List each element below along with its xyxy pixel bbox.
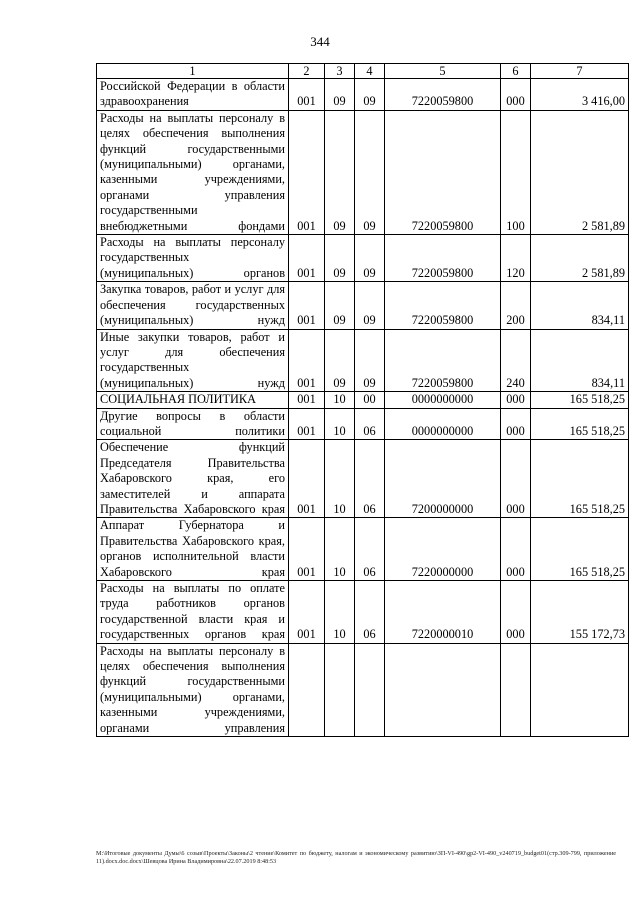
code-cell: 06 bbox=[355, 440, 385, 518]
amount-cell bbox=[531, 643, 629, 736]
code-cell: 000 bbox=[501, 581, 531, 644]
row-name-cell: Расходы на выплаты персоналу в целях обеспечения выполнения функций государственными (муниципальными) органами, казенными учреждениями, органами управления bbox=[97, 643, 289, 736]
column-header: 1 bbox=[97, 64, 289, 79]
table-row bbox=[97, 392, 629, 408]
table-row bbox=[97, 79, 629, 111]
code-cell: 09 bbox=[355, 282, 385, 329]
code-cell: 000 bbox=[501, 392, 531, 408]
column-header: 6 bbox=[501, 64, 531, 79]
code-cell: 10 bbox=[325, 408, 355, 440]
table-row bbox=[97, 518, 629, 581]
code-cell: 00 bbox=[355, 392, 385, 408]
code-cell: 09 bbox=[325, 79, 355, 111]
code-cell: 09 bbox=[355, 329, 385, 392]
code-cell: 09 bbox=[355, 235, 385, 282]
column-header: 2 bbox=[289, 64, 325, 79]
header-row bbox=[97, 64, 629, 79]
page-number: 344 bbox=[310, 34, 330, 49]
code-cell: 001 bbox=[289, 392, 325, 408]
code-cell: 000 bbox=[501, 440, 531, 518]
code-cell: 001 bbox=[289, 581, 325, 644]
table-row bbox=[97, 440, 629, 518]
code-cell: 06 bbox=[355, 518, 385, 581]
amount-cell: 834,11 bbox=[531, 329, 629, 392]
column-header: 7 bbox=[531, 64, 629, 79]
column-header: 4 bbox=[355, 64, 385, 79]
code-cell: 09 bbox=[355, 110, 385, 234]
amount-cell: 834,11 bbox=[531, 282, 629, 329]
code-cell: 7220059800 bbox=[385, 282, 501, 329]
row-name-cell: Расходы на выплаты персоналу в целях обеспечения выполнения функций государственными (муниципальными) органами, казенными учреждениями, органами управления государственными внебюджетными фондами bbox=[97, 110, 289, 234]
code-cell: 06 bbox=[355, 408, 385, 440]
row-name-cell: Аппарат Губернатора и Правительства Хабаровского края, органов исполнительной власти Хабаровского края bbox=[97, 518, 289, 581]
amount-cell: 165 518,25 bbox=[531, 440, 629, 518]
amount-cell: 2 581,89 bbox=[531, 110, 629, 234]
code-cell bbox=[289, 643, 325, 736]
column-header: 3 bbox=[325, 64, 355, 79]
code-cell bbox=[355, 643, 385, 736]
code-cell: 000 bbox=[501, 408, 531, 440]
code-cell: 7220000010 bbox=[385, 581, 501, 644]
table-row bbox=[97, 581, 629, 644]
table-row bbox=[97, 282, 629, 329]
amount-cell: 2 581,89 bbox=[531, 235, 629, 282]
code-cell: 7220059800 bbox=[385, 235, 501, 282]
row-name-cell: Расходы на выплаты по оплате труда работников органов государственной власти края и государственных органов края bbox=[97, 581, 289, 644]
code-cell bbox=[501, 643, 531, 736]
code-cell bbox=[385, 643, 501, 736]
code-cell: 200 bbox=[501, 282, 531, 329]
code-cell: 100 bbox=[501, 110, 531, 234]
row-name-cell: Другие вопросы в области социальной политики bbox=[97, 408, 289, 440]
row-name-cell: Обеспечение функций Председателя Правительства Хабаровского края, его заместителей и аппарата Правительства Хабаровского края bbox=[97, 440, 289, 518]
code-cell: 000 bbox=[501, 79, 531, 111]
amount-cell: 165 518,25 bbox=[531, 408, 629, 440]
row-name-cell: СОЦИАЛЬНАЯ ПОЛИТИКА bbox=[97, 392, 289, 408]
code-cell: 7200000000 bbox=[385, 440, 501, 518]
table-row bbox=[97, 329, 629, 392]
code-cell: 001 bbox=[289, 329, 325, 392]
code-cell: 0000000000 bbox=[385, 408, 501, 440]
code-cell bbox=[325, 643, 355, 736]
code-cell: 001 bbox=[289, 235, 325, 282]
table-row bbox=[97, 408, 629, 440]
code-cell: 001 bbox=[289, 440, 325, 518]
code-cell: 09 bbox=[325, 235, 355, 282]
code-cell: 10 bbox=[325, 518, 355, 581]
code-cell: 7220059800 bbox=[385, 110, 501, 234]
code-cell: 7220059800 bbox=[385, 329, 501, 392]
table-row bbox=[97, 235, 629, 282]
code-cell: 001 bbox=[289, 518, 325, 581]
budget-table bbox=[96, 63, 629, 737]
code-cell: 0000000000 bbox=[385, 392, 501, 408]
code-cell: 10 bbox=[325, 581, 355, 644]
code-cell: 001 bbox=[289, 110, 325, 234]
code-cell: 7220059800 bbox=[385, 79, 501, 111]
code-cell: 001 bbox=[289, 79, 325, 111]
row-name-cell: Расходы на выплаты персоналу государственных (муниципальных) органов bbox=[97, 235, 289, 282]
row-name-cell: Закупка товаров, работ и услуг для обеспечения государственных (муниципальных) нужд bbox=[97, 282, 289, 329]
amount-cell: 165 518,25 bbox=[531, 518, 629, 581]
amount-cell: 3 416,00 bbox=[531, 79, 629, 111]
code-cell: 06 bbox=[355, 581, 385, 644]
code-cell: 001 bbox=[289, 408, 325, 440]
code-cell: 240 bbox=[501, 329, 531, 392]
table-body bbox=[97, 64, 629, 737]
code-cell: 001 bbox=[289, 282, 325, 329]
table-row bbox=[97, 643, 629, 736]
column-header: 5 bbox=[385, 64, 501, 79]
code-cell: 09 bbox=[325, 282, 355, 329]
code-cell: 09 bbox=[325, 110, 355, 234]
amount-cell: 155 172,73 bbox=[531, 581, 629, 644]
row-name-cell: Российской Федерации в области здравоохранения bbox=[97, 79, 289, 111]
row-name-cell: Иные закупки товаров, работ и услуг для обеспечения государственных (муниципальных) нужд bbox=[97, 329, 289, 392]
file-path-footer: M:\Итоговые документы Думы\6 созыв\Проекты\Законы\2 чтение\Комитет по бюджету, налогам и экономическому развитию\ЗП-VI-490\gp2-VI-490_v240719_budget01(стр.309-799, приложение 11).docx.doc.docx\Шевцова Ирина Владимировна\22.07.2019 8:48:53 bbox=[96, 850, 616, 865]
code-cell: 09 bbox=[355, 79, 385, 111]
code-cell: 10 bbox=[325, 440, 355, 518]
code-cell: 000 bbox=[501, 518, 531, 581]
code-cell: 10 bbox=[325, 392, 355, 408]
code-cell: 7220000000 bbox=[385, 518, 501, 581]
table-row bbox=[97, 110, 629, 234]
code-cell: 09 bbox=[325, 329, 355, 392]
amount-cell: 165 518,25 bbox=[531, 392, 629, 408]
code-cell: 120 bbox=[501, 235, 531, 282]
